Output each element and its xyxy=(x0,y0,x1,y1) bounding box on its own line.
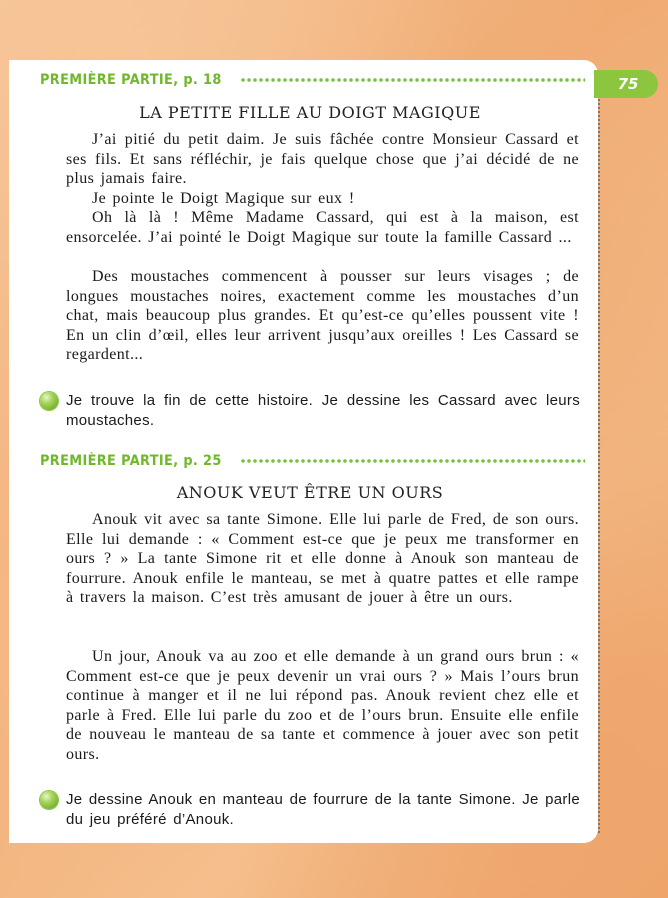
dotted-line xyxy=(240,78,586,82)
section-header-2 xyxy=(40,451,585,471)
task-item-2 xyxy=(40,790,580,829)
task-item-1 xyxy=(40,391,580,430)
paragraph: Je pointe le Doigt Magique sur eux ! xyxy=(92,190,355,207)
paragraph: Oh là là ! Même Madame Cassard, qui est à la maison, est ensorcelée. J’ai pointé le Doigt Magique sur toute la famille Cassard ... xyxy=(66,209,579,246)
page-number: 75 xyxy=(594,70,658,98)
section-header-1 xyxy=(40,70,585,90)
paragraph: Anouk vit avec sa tante Simone. Elle lui parle de Fred, de son ours. Elle lui demande : « Comment est-ce que je peux me transformer en ours ? » La tante Simone rit et elle donne à Anouk son manteau de fourrure. Anouk enfile le manteau, se met à quatre pattes et elle rampe à travers la maison. C’est très amusant de jouer à être un ours. xyxy=(66,511,579,606)
task-text: Je dessine Anouk en manteau de fourrure de la tante Simone. Je parle du jeu préféré d’Anouk. xyxy=(66,791,580,828)
paragraph: Des moustaches commencent à pousser sur leurs visages ; de longues moustaches noires, exactement comme les moustaches d’un chat, mais beaucoup plus grandes. Et qu’est-ce qu’elles poussent vite ! En un clin d’œil, elles leur arrivent jusqu’aux oreilles ! Les Cassard se regardent... xyxy=(66,268,579,363)
dotted-line xyxy=(240,459,586,463)
task-text: Je trouve la fin de cette histoire. Je dessine les Cassard avec leurs moustaches. xyxy=(66,392,580,429)
section-header-label: PREMIÈRE PARTIE, p. 18 xyxy=(40,72,222,88)
green-ball-icon xyxy=(40,392,58,410)
paragraph: J’ai pitié du petit daim. Je suis fâchée contre Monsieur Cassard et ses fils. Et sans réfléchir, je fais quelque chose que j’ai décidé de ne plus jamais faire. xyxy=(66,131,579,187)
paragraph: Un jour, Anouk va au zoo et elle demande à un grand ours brun : « Comment est-ce que je peux devenir un vrai ours ? » Mais l’ours brun continue à manger et il ne lui répond pas. Anouk revient chez elle et parle à Fred. Elle lui parle du zoo et de l’ours brun. Ensuite elle enfile de nouveau le manteau de sa tante et commence à jouer avec son petit ours. xyxy=(66,648,579,763)
green-ball-icon xyxy=(40,791,58,809)
story-title-2: ANOUK VEUT ÊTRE UN OURS xyxy=(176,483,444,502)
story-title-1: LA PETITE FILLE AU DOIGT MAGIQUE xyxy=(139,103,481,122)
section-header-label: PREMIÈRE PARTIE, p. 25 xyxy=(40,453,222,469)
